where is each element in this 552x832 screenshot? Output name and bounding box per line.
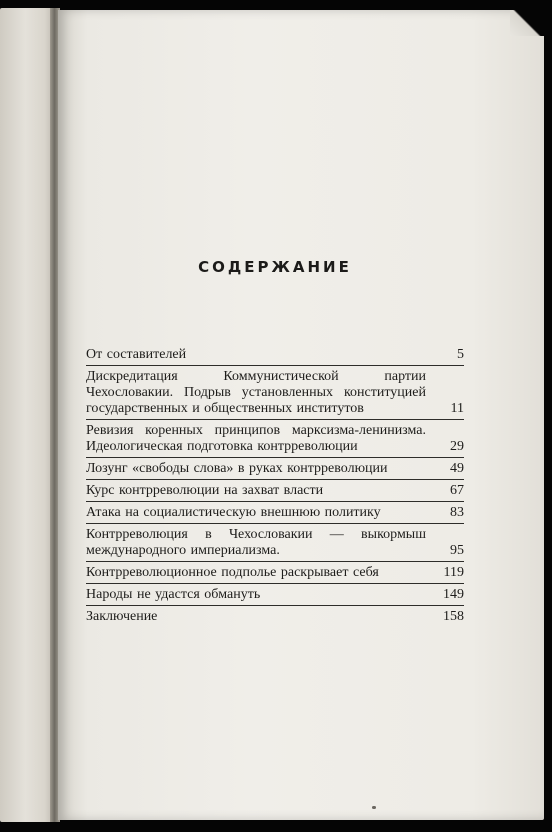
toc-entry-title: Курс контрреволюции на захват власти (86, 483, 324, 498)
toc-entry-page: 158 (443, 609, 464, 624)
toc-entry-title: Лозунг «свободы слова» в руках контрреволюции (86, 461, 388, 476)
toc-entry[interactable] (86, 458, 464, 480)
toc-entry[interactable] (86, 420, 464, 458)
toc-entry[interactable] (86, 606, 464, 627)
left-page-edge (0, 8, 56, 822)
toc-entry-title: Контрреволюция в Чехословакии — выкормыш международного империализма. (86, 527, 426, 558)
page-title: СОДЕРЖАНИЕ (198, 258, 352, 276)
toc-entry-page: 149 (443, 587, 464, 602)
toc-entry[interactable] (86, 524, 464, 562)
toc-entry-page: 29 (450, 439, 464, 454)
toc-entry[interactable] (86, 584, 464, 606)
toc-entry[interactable] (86, 562, 464, 584)
paper-speck (372, 806, 376, 809)
toc-entry[interactable] (86, 366, 464, 420)
toc-entry-page: 95 (450, 543, 464, 558)
toc-entry-title: Народы не удастся обмануть (86, 587, 261, 602)
toc-entry-title: Атака на социалистическую внешнюю политику (86, 505, 381, 520)
toc-entry[interactable] (86, 502, 464, 524)
toc-entry[interactable] (86, 344, 464, 366)
toc-entry[interactable] (86, 480, 464, 502)
toc-entry-title: Контрреволюционное подполье раскрывает себя (86, 565, 379, 580)
folded-page-corner (510, 10, 544, 36)
toc-entry-title: Дискредитация Коммунистической партии Чехословакии. Подрыв установленных конституцией государственных и общественных институтов (86, 369, 426, 416)
toc-entry-page: 83 (450, 505, 464, 520)
toc-entry-page: 49 (450, 461, 464, 476)
toc-entry-title: От составителей (86, 347, 187, 362)
toc-entry-page: 67 (450, 483, 464, 498)
toc-entry-page: 11 (450, 401, 464, 416)
toc-entry-page: 119 (443, 565, 464, 580)
toc-entry-page: 5 (457, 347, 464, 362)
toc-entry-title: Ревизия коренных принципов марксизма-ленинизма. Идеологическая подготовка контрреволюции (86, 423, 426, 454)
table-of-contents (86, 344, 464, 627)
toc-entry-title: Заключение (86, 609, 158, 624)
